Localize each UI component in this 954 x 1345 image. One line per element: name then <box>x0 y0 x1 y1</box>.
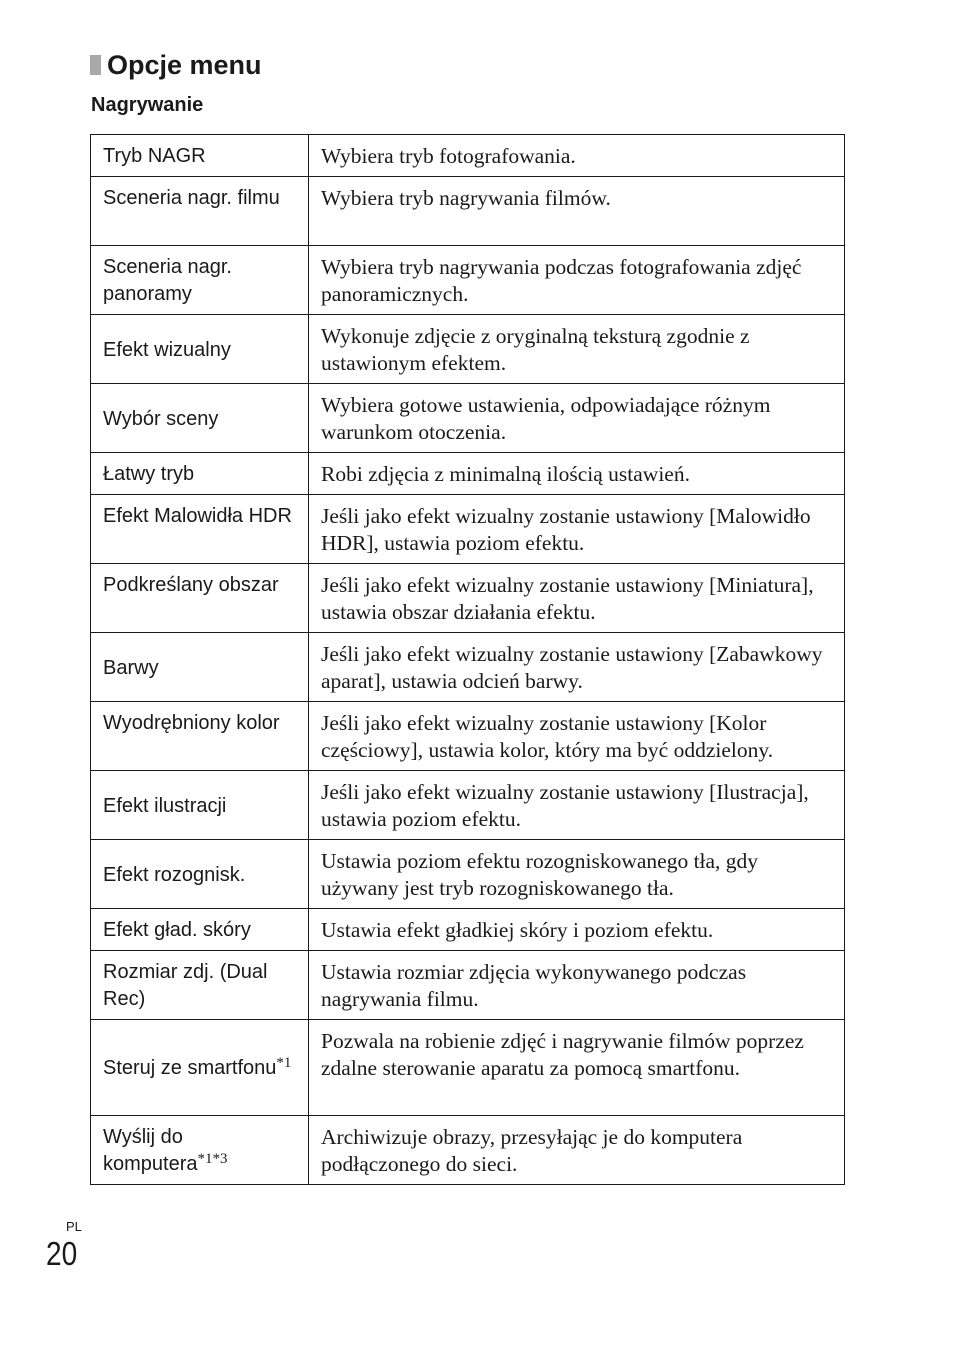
table-row <box>91 495 845 564</box>
menu-item-description: Ustawia efekt gładkiej skóry i poziom efektu. <box>309 909 845 951</box>
menu-item-name: Sceneria nagr. filmu <box>91 177 309 246</box>
menu-item-name: Efekt wizualny <box>91 315 309 384</box>
menu-item-name: Rozmiar zdj. (Dual Rec) <box>91 951 309 1020</box>
menu-item-name: Steruj ze smartfonu <box>103 1057 277 1079</box>
table-row <box>91 564 845 633</box>
menu-item-name: Sceneria nagr. panoramy <box>91 246 309 315</box>
menu-item-description: Wybiera tryb fotografowania. <box>309 135 845 177</box>
page-language-code: PL <box>66 1219 82 1234</box>
menu-item-description: Jeśli jako efekt wizualny zostanie ustawiony [Zabawkowy aparat], ustawia odcień barwy. <box>309 633 845 702</box>
menu-item-description: Wykonuje zdjęcie z oryginalną teksturą zgodnie z ustawionym efektem. <box>309 315 845 384</box>
table-row <box>91 384 845 453</box>
table-row <box>91 771 845 840</box>
menu-item-description: Wybiera tryb nagrywania filmów. <box>309 177 845 246</box>
menu-item-name: Efekt rozognisk. <box>91 840 309 909</box>
page-number: 20 <box>46 1235 78 1272</box>
table-row <box>91 840 845 909</box>
footnote-marker: *1 <box>276 1055 292 1071</box>
menu-item-description: Jeśli jako efekt wizualny zostanie ustawiony [Malowidło HDR], ustawia poziom efektu. <box>309 495 845 564</box>
table-row <box>91 702 845 771</box>
footnote-marker: *1*3 <box>197 1151 228 1167</box>
menu-item-description: Robi zdjęcia z minimalną ilością ustawień. <box>309 453 845 495</box>
menu-item-description: Ustawia rozmiar zdjęcia wykonywanego podczas nagrywania filmu. <box>309 951 845 1020</box>
menu-item-name: Efekt ilustracji <box>91 771 309 840</box>
menu-item-name: Efekt gład. skóry <box>91 909 309 951</box>
menu-item-name: Wybór sceny <box>91 384 309 453</box>
menu-options-table <box>90 134 845 1185</box>
menu-item-description: Jeśli jako efekt wizualny zostanie ustawiony [Miniatura], ustawia obszar działania efektu. <box>309 564 845 633</box>
section-title <box>90 46 262 84</box>
menu-item-name: Wyślij do komputera <box>103 1126 198 1175</box>
menu-item-description: Archiwizuje obrazy, przesyłając je do komputera podłączonego do sieci. <box>309 1116 845 1185</box>
table-row <box>91 177 845 246</box>
menu-item-name: Wyodrębniony kolor <box>91 702 309 771</box>
menu-item-name: Tryb NAGR <box>91 135 309 177</box>
menu-item-name-cell <box>91 1020 309 1116</box>
menu-item-name: Łatwy tryb <box>91 453 309 495</box>
table-row <box>91 246 845 315</box>
menu-item-description: Wybiera gotowe ustawienia, odpowiadające różnym warunkom otoczenia. <box>309 384 845 453</box>
menu-item-description: Ustawia poziom efektu rozogniskowanego tła, gdy używany jest tryb rozogniskowanego tła. <box>309 840 845 909</box>
menu-item-description: Jeśli jako efekt wizualny zostanie ustawiony [Kolor częściowy], ustawia kolor, który ma być oddzielony. <box>309 702 845 771</box>
section-title-text: Opcje menu <box>107 50 262 80</box>
table-row <box>91 951 845 1020</box>
table-row <box>91 135 845 177</box>
menu-item-name: Barwy <box>91 633 309 702</box>
subsection-title: Nagrywanie <box>91 94 204 116</box>
table-row <box>91 1116 845 1185</box>
menu-item-description: Jeśli jako efekt wizualny zostanie ustawiony [Ilustracja], ustawia poziom efektu. <box>309 771 845 840</box>
table-row <box>91 633 845 702</box>
table-row <box>91 909 845 951</box>
menu-item-description: Wybiera tryb nagrywania podczas fotografowania zdjęć panoramicznych. <box>309 246 845 315</box>
section-marker <box>90 55 101 75</box>
menu-item-name: Podkreślany obszar <box>91 564 309 633</box>
menu-item-name: Efekt Malowidła HDR <box>91 495 309 564</box>
menu-item-description: Pozwala na robienie zdjęć i nagrywanie filmów poprzez zdalne sterowanie aparatu za pomocą smartfonu. <box>309 1020 845 1116</box>
table-row <box>91 315 845 384</box>
table-row <box>91 1020 845 1116</box>
table-row <box>91 453 845 495</box>
menu-item-name-cell <box>91 1116 309 1185</box>
